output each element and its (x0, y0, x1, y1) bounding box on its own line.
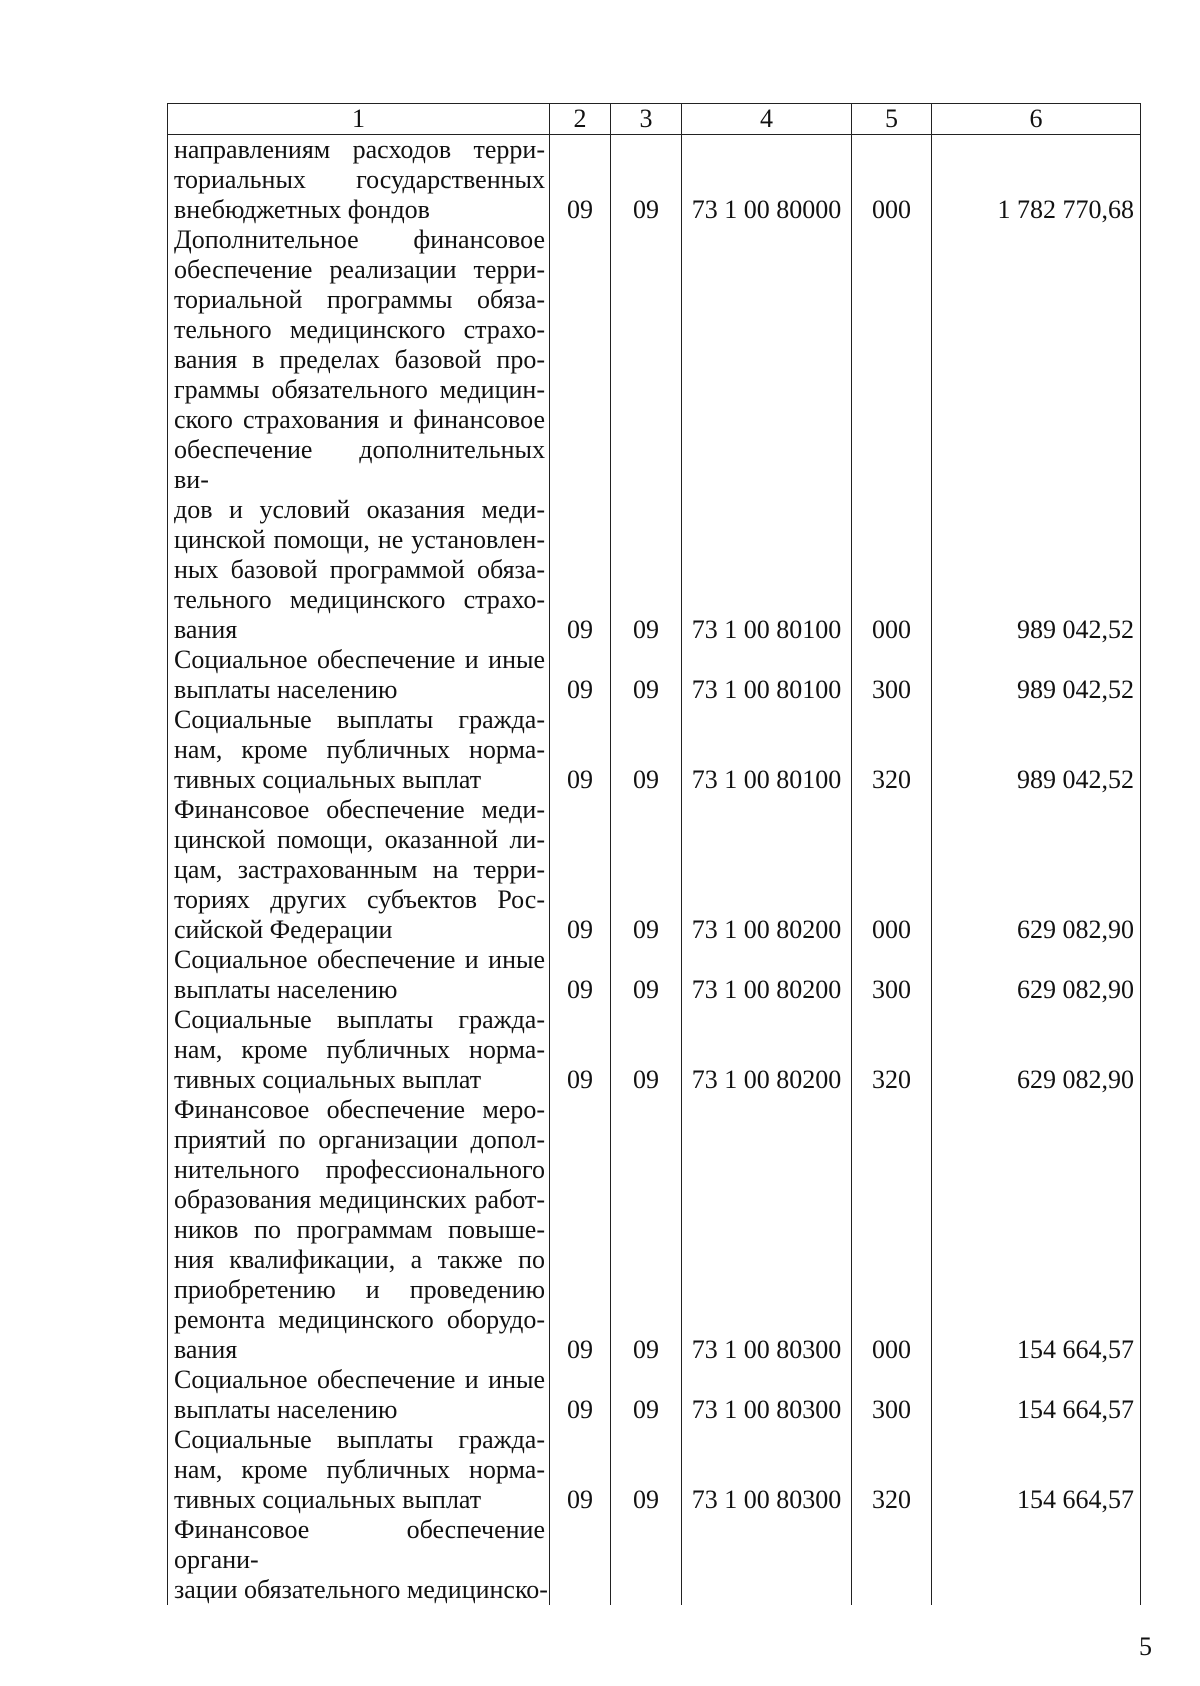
page-number: 5 (1139, 1632, 1152, 1661)
target-article-code: 73 1 00 80100 (682, 645, 852, 705)
description-line: образования медицинских работ- (174, 1185, 545, 1214)
description-line: направлениям расходов терри- (174, 135, 545, 164)
description-line: Финансовое обеспечение меро- (174, 1095, 545, 1124)
expense-type-code: 300 (852, 1365, 932, 1425)
subsection-code: 09 (611, 795, 682, 945)
section-code: 09 (550, 945, 611, 1005)
header-col-6: 6 (932, 104, 1141, 135)
description-line: выплаты населению (174, 975, 398, 1004)
description-line: вания (174, 1335, 238, 1364)
description-line: цинской помощи, оказанной ли- (174, 825, 545, 854)
table-row (168, 705, 1141, 795)
table-row (168, 1365, 1141, 1425)
description-line: ториях других субъектов Рос- (174, 885, 545, 914)
target-article-code: 73 1 00 80200 (682, 945, 852, 1005)
table-row (168, 1425, 1141, 1515)
target-article-code: 73 1 00 80100 (682, 705, 852, 795)
row-description (168, 1005, 550, 1095)
expense-type-code: 300 (852, 945, 932, 1005)
description-line: цам, застрахованным на терри- (174, 855, 545, 884)
row-description (168, 795, 550, 945)
row-description (168, 705, 550, 795)
section-code: 09 (550, 1365, 611, 1425)
description-line: выплаты населению (174, 675, 398, 704)
target-article-code: 73 1 00 80200 (682, 1005, 852, 1095)
budget-table (167, 103, 1141, 1605)
description-line: обеспечение дополнительных ви- (174, 435, 545, 494)
subsection-code: 09 (611, 1095, 682, 1365)
amount: 629 082,90 (932, 795, 1141, 945)
description-line: вания (174, 615, 238, 644)
description-line: Социальные выплаты гражда- (174, 705, 545, 734)
table-row (168, 135, 1141, 226)
target-article-code (682, 1515, 852, 1605)
amount: 629 082,90 (932, 1005, 1141, 1095)
subsection-code: 09 (611, 1425, 682, 1515)
amount: 989 042,52 (932, 645, 1141, 705)
description-line: вания в пределах базовой про- (174, 345, 545, 374)
table-body (168, 135, 1141, 1606)
row-description (168, 1425, 550, 1515)
header-col-1: 1 (168, 104, 550, 135)
section-code: 09 (550, 705, 611, 795)
description-line: Финансовое обеспечение органи- (174, 1515, 545, 1574)
description-line: обеспечение реализации терри- (174, 255, 545, 284)
target-article-code: 73 1 00 80300 (682, 1095, 852, 1365)
description-line: дов и условий оказания меди- (174, 495, 545, 524)
description-line: Социальное обеспечение и иные (174, 945, 545, 974)
amount: 154 664,57 (932, 1095, 1141, 1365)
description-line: Дополнительное финансовое (174, 225, 545, 254)
section-code: 09 (550, 795, 611, 945)
description-line: нам, кроме публичных норма- (174, 1035, 545, 1064)
table-row (168, 1005, 1141, 1095)
target-article-code: 73 1 00 80300 (682, 1425, 852, 1515)
row-description (168, 225, 550, 645)
section-code: 09 (550, 1425, 611, 1515)
description-line: цинской помощи, не установлен- (174, 525, 545, 554)
table-header-row (168, 104, 1141, 135)
header-col-2: 2 (550, 104, 611, 135)
target-article-code: 73 1 00 80000 (682, 135, 852, 226)
row-description (168, 945, 550, 1005)
row-description (168, 1365, 550, 1425)
amount: 154 664,57 (932, 1365, 1141, 1425)
subsection-code: 09 (611, 945, 682, 1005)
table-row (168, 225, 1141, 645)
amount: 629 082,90 (932, 945, 1141, 1005)
amount: 989 042,52 (932, 705, 1141, 795)
subsection-code: 09 (611, 225, 682, 645)
amount: 154 664,57 (932, 1425, 1141, 1515)
amount (932, 1515, 1141, 1605)
description-line: выплаты населению (174, 1395, 398, 1424)
description-line: ториальных государственных (174, 165, 545, 194)
row-description (168, 1095, 550, 1365)
table-row (168, 1095, 1141, 1365)
description-line: ных базовой программой обяза- (174, 555, 545, 584)
description-line: Социальные выплаты гражда- (174, 1425, 545, 1454)
description-line: нам, кроме публичных норма- (174, 1455, 545, 1484)
target-article-code: 73 1 00 80100 (682, 225, 852, 645)
header-col-5: 5 (852, 104, 932, 135)
description-line: ского страхования и финансовое (174, 405, 545, 434)
amount: 989 042,52 (932, 225, 1141, 645)
section-code (550, 1515, 611, 1605)
section-code: 09 (550, 1005, 611, 1095)
description-line: граммы обязательного медицин- (174, 375, 545, 404)
description-line: Социальное обеспечение и иные (174, 1365, 545, 1394)
description-line: внебюджетных фондов (174, 195, 430, 224)
description-line: Социальные выплаты гражда- (174, 1005, 545, 1034)
row-description (168, 1515, 550, 1605)
section-code: 09 (550, 1095, 611, 1365)
expense-type-code: 300 (852, 645, 932, 705)
table-row (168, 645, 1141, 705)
section-code: 09 (550, 645, 611, 705)
amount: 1 782 770,68 (932, 135, 1141, 226)
description-line: зации обязательного медицинско- (174, 1575, 548, 1604)
expense-type-code: 000 (852, 225, 932, 645)
expense-type-code: 000 (852, 795, 932, 945)
description-line: приятий по организации допол- (174, 1125, 545, 1154)
description-line: нам, кроме публичных норма- (174, 735, 545, 764)
table-row (168, 1515, 1141, 1605)
description-line: приобретению и проведению (174, 1275, 545, 1304)
description-line: Социальное обеспечение и иные (174, 645, 545, 674)
description-line: ников по программам повыше- (174, 1215, 545, 1244)
subsection-code: 09 (611, 1365, 682, 1425)
table-row (168, 945, 1141, 1005)
expense-type-code: 000 (852, 135, 932, 226)
target-article-code: 73 1 00 80200 (682, 795, 852, 945)
description-line: тивных социальных выплат (174, 1065, 482, 1094)
section-code: 09 (550, 225, 611, 645)
description-line: ния квалификации, а также по (174, 1245, 545, 1274)
subsection-code (611, 1515, 682, 1605)
expense-type-code: 000 (852, 1095, 932, 1365)
description-line: Финансовое обеспечение меди- (174, 795, 545, 824)
expense-type-code: 320 (852, 705, 932, 795)
description-line: нительного профессионального (174, 1155, 545, 1184)
description-line: ториальной программы обяза- (174, 285, 545, 314)
subsection-code: 09 (611, 645, 682, 705)
description-line: ремонта медицинского оборудо- (174, 1305, 545, 1334)
expense-type-code (852, 1515, 932, 1605)
description-line: тельного медицинского страхо- (174, 315, 545, 344)
row-description (168, 645, 550, 705)
description-line: тивных социальных выплат (174, 765, 482, 794)
subsection-code: 09 (611, 705, 682, 795)
target-article-code: 73 1 00 80300 (682, 1365, 852, 1425)
header-col-3: 3 (611, 104, 682, 135)
header-col-4: 4 (682, 104, 852, 135)
description-line: тивных социальных выплат (174, 1485, 482, 1514)
description-line: сийской Федерации (174, 915, 393, 944)
description-line: тельного медицинского страхо- (174, 585, 545, 614)
expense-type-code: 320 (852, 1005, 932, 1095)
subsection-code: 09 (611, 135, 682, 226)
section-code: 09 (550, 135, 611, 226)
expense-type-code: 320 (852, 1425, 932, 1515)
row-description (168, 135, 550, 226)
table-row (168, 795, 1141, 945)
subsection-code: 09 (611, 1005, 682, 1095)
